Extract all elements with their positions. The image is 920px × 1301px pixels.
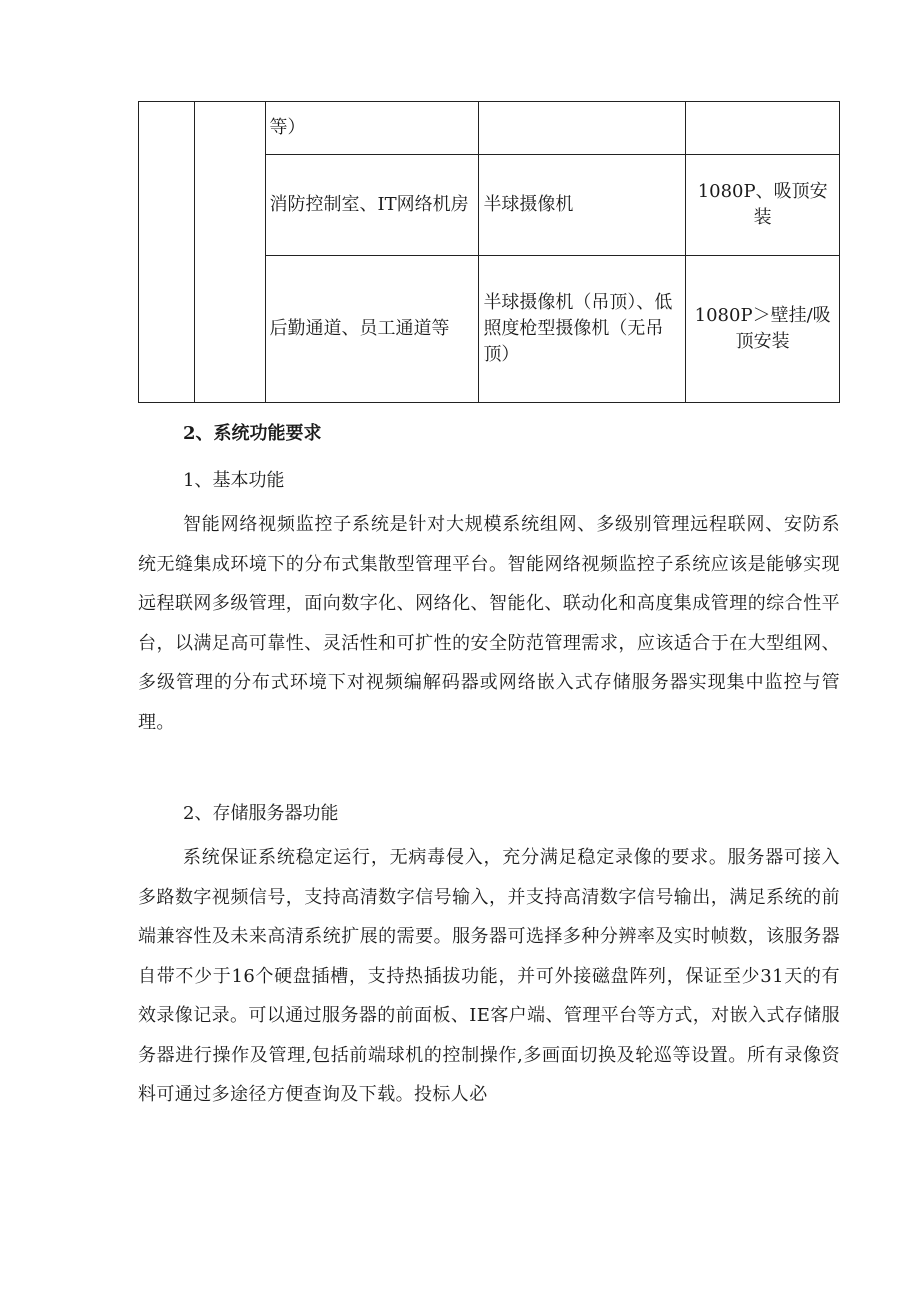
- paragraph-storage-server: 系统保证系统稳定运行，无病毒侵入，充分满足稳定录像的要求。服务器可接入多路数字视频信号，支持高清数字信号输入，并支持高清数字信号输出，满足系统的前端兼容性及未来高清系统扩展的需要。服务器可选择多种分辨率及实时帧数，该服务器自带不少于16个硬盘插槽，支持热插拔功能，并可外接磁盘阵列，保证至少31天的有效录像记录。可以通过服务器的前面板、IE客户端、管理平台等方式，对嵌入式存储服务器进行操作及管理,包括前端球机的控制操作,多画面切换及轮巡等设置。所有录像资料可通过多途径方便查询及下载。投标人必: [138, 847, 840, 1105]
- merged-cell-a: [139, 102, 195, 403]
- device-table: [138, 101, 840, 403]
- spec-cell: [686, 102, 840, 155]
- location-cell: 消防控制室、IT网络机房: [265, 155, 479, 256]
- merged-cell-b: [195, 102, 265, 403]
- device-cell: 半球摄像机: [479, 155, 686, 256]
- spec-cell: 1080P＞壁挂/吸顶安装: [686, 256, 840, 403]
- subheading-basic-functions: 1、基本功能: [183, 470, 285, 491]
- device-cell: 半球摄像机（吊顶）、低照度枪型摄像机（无吊顶）: [479, 256, 686, 403]
- spec-cell: 1080P、吸顶安装: [686, 155, 840, 256]
- table-row: [139, 102, 840, 155]
- section-heading: 2、系统功能要求: [183, 423, 322, 444]
- device-cell: [479, 102, 686, 155]
- location-cell: 等）: [265, 102, 479, 155]
- subheading-storage-server: 2、存储服务器功能: [183, 803, 339, 824]
- location-cell: 后勤通道、员工通道等: [265, 256, 479, 403]
- paragraph-basic-functions: 智能网络视频监控子系统是针对大规模系统组网、多级别管理远程联网、安防系统无缝集成环境下的分布式集散型管理平台。智能网络视频监控子系统应该是能够实现远程联网多级管理，面向数字化、网络化、智能化、联动化和高度集成管理的综合性平台，以满足高可靠性、灵活性和可扩性的安全防范管理需求，应该适合于在大型组网、多级管理的分布式环境下对视频编解码器或网络嵌入式存储服务器实现集中监控与管理。: [138, 514, 840, 733]
